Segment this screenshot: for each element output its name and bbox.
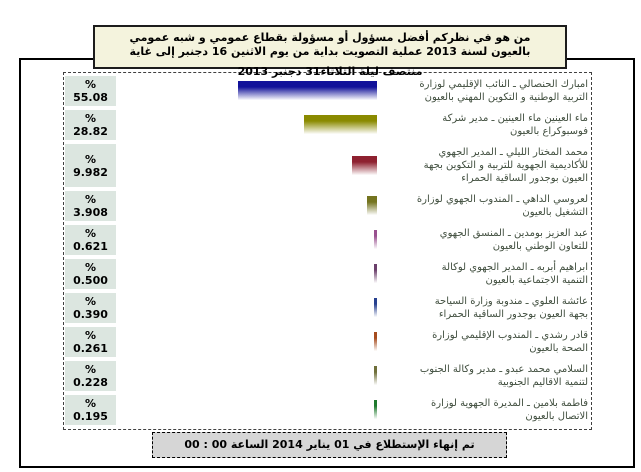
result-bar [352, 156, 377, 176]
result-bar [374, 400, 377, 420]
bar-track [116, 225, 377, 255]
candidate-label: لعروسي الداهي ـ المندوب الجهوي لوزارة التشغيل بالعيون [416, 194, 588, 218]
result-bar [304, 115, 377, 135]
bar-track [116, 293, 377, 323]
candidate-label: محمد المختار الليلي ـ المدير الجهوي للأكاديمية الجهوية للتربية و التكوين بجهة العيون بوجدور الساقية الحمراء [423, 147, 588, 184]
candidate-label: عائشة العلوي ـ مندوبة وزارة السياحة بجهة العيون بوجدور الساقية الحمراء [434, 296, 588, 320]
poll-result-row [65, 225, 588, 255]
bar-track [116, 110, 377, 140]
percent-value-box [65, 361, 116, 391]
candidate-label: ماء العينين ماء العينين ـ مدير شركة فوسبوكراع بالعيون [442, 113, 588, 137]
result-bar [374, 298, 377, 318]
rows [65, 76, 588, 425]
candidate-label: ابراهيم أبربه ـ المدير الجهوي لوكالة التنمية الاجتماعية بالعيون [441, 262, 588, 286]
percent-symbol: % [84, 261, 97, 274]
percent-symbol: % [84, 397, 97, 410]
bar-track [116, 259, 377, 289]
percent-symbol: % [84, 227, 97, 240]
bar-track [116, 144, 377, 187]
candidate-label: عبد العزيز بومدين ـ المنسق الجهوي للتعاون الوطني بالعيون [439, 228, 588, 252]
result-bar [374, 332, 377, 352]
percent-value: 0.500 [73, 274, 108, 287]
percent-value: 0.228 [73, 376, 108, 389]
percent-value-box [65, 191, 116, 221]
result-bar [374, 230, 377, 250]
percent-value-box [65, 110, 116, 140]
percent-symbol: % [84, 193, 97, 206]
bar-track [116, 361, 377, 391]
percent-value-box [65, 327, 116, 357]
candidate-label: امبارك الحنصالي ـ النائب الإقليمي لوزارة التربية الوطنية و التكوين المهني بالعيون [419, 79, 588, 103]
candidate-label: فاطمة بلامين ـ المديرة الجهوية لوزارة الاتصال بالعيون [431, 398, 588, 422]
poll-result-row [65, 144, 588, 187]
percent-value: 0.261 [73, 342, 108, 355]
candidate-label-area [377, 76, 588, 106]
percent-value: 3.908 [73, 206, 108, 219]
candidate-label-area [377, 191, 588, 221]
candidate-label-area [377, 395, 588, 425]
percent-value: 0.195 [73, 410, 108, 423]
candidate-label-area [377, 361, 588, 391]
result-bar [367, 196, 377, 216]
candidate-label: السلامي محمد عبدو ـ مدير وكالة الجنوب لتنمية الاقاليم الجنوبية [419, 364, 588, 388]
candidate-label-area [377, 259, 588, 289]
percent-value: 0.390 [73, 308, 108, 321]
candidate-label-area [377, 293, 588, 323]
poll-result-row [65, 110, 588, 140]
candidate-label-area [377, 327, 588, 357]
percent-value-box [65, 225, 116, 255]
candidate-label: قادر رشدي ـ المندوب الإقليمي لوزارة الصحة بالعيون [432, 330, 588, 354]
candidate-label-area [377, 144, 588, 187]
percent-symbol: % [84, 329, 97, 342]
candidate-label-area [377, 225, 588, 255]
percent-symbol: % [84, 112, 97, 125]
percent-value-box [65, 293, 116, 323]
percent-value-box [65, 395, 116, 425]
poll-end-notice: تم إنهاء الإستطلاع في 01 يناير 2014 الساعة 00 : 00 [152, 432, 507, 458]
candidate-label-area [377, 110, 588, 140]
bar-track [116, 395, 377, 425]
poll-result-row [65, 191, 588, 221]
percent-value-box [65, 259, 116, 289]
percent-value: 55.08 [73, 91, 108, 104]
poll-result-row [65, 293, 588, 323]
percent-symbol: % [84, 78, 97, 91]
bar-track [116, 327, 377, 357]
percent-value: 9.982 [73, 165, 108, 179]
poll-result-row [65, 76, 588, 106]
percent-value: 0.621 [73, 240, 108, 253]
result-bar [374, 366, 377, 386]
poll-title-line1: من هو في نظركم أفضل مسؤول أو مسؤولة بقطاع عمومي و شبه عمومي [129, 31, 531, 44]
poll-result-row [65, 395, 588, 425]
percent-value-box [65, 144, 116, 187]
poll-title-line2: بالعيون لسنة 2013 عملية التصويت بداية من يوم الاثنين 16 دجنبر إلى غاية [129, 45, 531, 58]
poll-title-box [93, 25, 567, 69]
result-bar [374, 264, 377, 284]
result-bar [238, 81, 377, 101]
percent-symbol: % [84, 295, 97, 308]
percent-value-box [65, 76, 116, 106]
percent-symbol: % [84, 363, 97, 376]
bar-track [116, 76, 377, 106]
bar-track [116, 191, 377, 221]
percent-symbol: % [84, 152, 97, 166]
poll-title-line3: منتصف ليلة الثلاثاء31 دجنبر 2013 [237, 65, 423, 78]
poll-result-row [65, 327, 588, 357]
percent-value: 28.82 [73, 125, 108, 138]
poll-result-row [65, 259, 588, 289]
poll-result-row [65, 361, 588, 391]
